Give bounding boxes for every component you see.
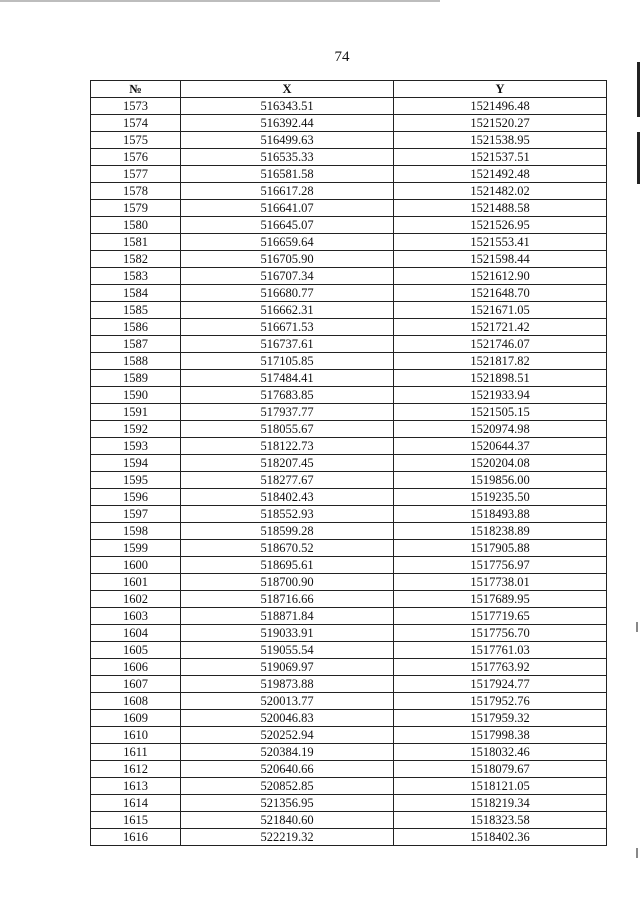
cell-number: 1585 xyxy=(91,302,181,319)
cell-x: 518122.73 xyxy=(181,438,394,455)
table-row xyxy=(91,149,607,166)
cell-x: 516641.07 xyxy=(181,200,394,217)
cell-number: 1587 xyxy=(91,336,181,353)
cell-x: 519873.88 xyxy=(181,676,394,693)
cell-y: 1521721.42 xyxy=(394,319,607,336)
table-row xyxy=(91,285,607,302)
cell-x: 520384.19 xyxy=(181,744,394,761)
cell-number: 1590 xyxy=(91,387,181,404)
cell-number: 1598 xyxy=(91,523,181,540)
cell-y: 1518219.34 xyxy=(394,795,607,812)
cell-x: 517937.77 xyxy=(181,404,394,421)
cell-y: 1517998.38 xyxy=(394,727,607,744)
table-row xyxy=(91,472,607,489)
cell-number: 1575 xyxy=(91,132,181,149)
cell-y: 1517719.65 xyxy=(394,608,607,625)
table-row xyxy=(91,302,607,319)
cell-x: 516659.64 xyxy=(181,234,394,251)
cell-x: 516671.53 xyxy=(181,319,394,336)
table-row xyxy=(91,268,607,285)
cell-number: 1591 xyxy=(91,404,181,421)
cell-y: 1521488.58 xyxy=(394,200,607,217)
table-row xyxy=(91,710,607,727)
page-number: 74 xyxy=(334,49,350,65)
cell-y: 1517905.88 xyxy=(394,540,607,557)
cell-y: 1519235.50 xyxy=(394,489,607,506)
cell-number: 1612 xyxy=(91,761,181,778)
cell-x: 518670.52 xyxy=(181,540,394,557)
cell-x: 516662.31 xyxy=(181,302,394,319)
table-row xyxy=(91,676,607,693)
cell-number: 1614 xyxy=(91,795,181,812)
table-row xyxy=(91,642,607,659)
cell-number: 1596 xyxy=(91,489,181,506)
table-row xyxy=(91,523,607,540)
table-row xyxy=(91,540,607,557)
table-row xyxy=(91,608,607,625)
cell-y: 1517756.97 xyxy=(394,557,607,574)
cell-number: 1580 xyxy=(91,217,181,234)
cell-x: 520640.66 xyxy=(181,761,394,778)
table-row xyxy=(91,98,607,115)
cell-number: 1584 xyxy=(91,285,181,302)
cell-number: 1579 xyxy=(91,200,181,217)
table-row xyxy=(91,319,607,336)
header-x: X xyxy=(181,81,394,98)
cell-number: 1588 xyxy=(91,353,181,370)
cell-number: 1602 xyxy=(91,591,181,608)
table-row xyxy=(91,506,607,523)
table-row xyxy=(91,795,607,812)
cell-x: 519055.54 xyxy=(181,642,394,659)
cell-x: 520046.83 xyxy=(181,710,394,727)
cell-x: 516707.34 xyxy=(181,268,394,285)
cell-x: 516645.07 xyxy=(181,217,394,234)
table-row xyxy=(91,404,607,421)
table-row xyxy=(91,659,607,676)
table-row xyxy=(91,693,607,710)
table-row xyxy=(91,438,607,455)
right-edge-dot xyxy=(636,622,638,632)
cell-x: 521840.60 xyxy=(181,812,394,829)
table-row xyxy=(91,353,607,370)
cell-number: 1604 xyxy=(91,625,181,642)
cell-number: 1613 xyxy=(91,778,181,795)
cell-number: 1594 xyxy=(91,455,181,472)
cell-x: 520252.94 xyxy=(181,727,394,744)
table-row xyxy=(91,200,607,217)
cell-x: 516581.58 xyxy=(181,166,394,183)
cell-y: 1521648.70 xyxy=(394,285,607,302)
table-row xyxy=(91,812,607,829)
cell-number: 1595 xyxy=(91,472,181,489)
cell-y: 1521612.90 xyxy=(394,268,607,285)
table-row xyxy=(91,115,607,132)
table-row xyxy=(91,370,607,387)
cell-y: 1518238.89 xyxy=(394,523,607,540)
cell-number: 1581 xyxy=(91,234,181,251)
cell-y: 1521553.41 xyxy=(394,234,607,251)
cell-x: 518055.67 xyxy=(181,421,394,438)
cell-x: 518700.90 xyxy=(181,574,394,591)
cell-x: 517105.85 xyxy=(181,353,394,370)
cell-number: 1589 xyxy=(91,370,181,387)
cell-x: 516617.28 xyxy=(181,183,394,200)
cell-number: 1592 xyxy=(91,421,181,438)
cell-number: 1610 xyxy=(91,727,181,744)
header-y: Y xyxy=(394,81,607,98)
cell-x: 516705.90 xyxy=(181,251,394,268)
cell-y: 1517738.01 xyxy=(394,574,607,591)
cell-x: 520013.77 xyxy=(181,693,394,710)
cell-y: 1517952.76 xyxy=(394,693,607,710)
cell-y: 1521898.51 xyxy=(394,370,607,387)
cell-x: 520852.85 xyxy=(181,778,394,795)
cell-y: 1521537.51 xyxy=(394,149,607,166)
cell-y: 1518079.67 xyxy=(394,761,607,778)
table-row xyxy=(91,132,607,149)
cell-number: 1605 xyxy=(91,642,181,659)
cell-y: 1521671.05 xyxy=(394,302,607,319)
table-row xyxy=(91,455,607,472)
cell-y: 1517763.92 xyxy=(394,659,607,676)
cell-x: 518552.93 xyxy=(181,506,394,523)
table-body xyxy=(91,98,607,846)
cell-x: 516680.77 xyxy=(181,285,394,302)
cell-x: 516343.51 xyxy=(181,98,394,115)
cell-number: 1578 xyxy=(91,183,181,200)
table-row xyxy=(91,727,607,744)
table-row xyxy=(91,336,607,353)
cell-x: 519069.97 xyxy=(181,659,394,676)
cell-y: 1520204.08 xyxy=(394,455,607,472)
cell-number: 1615 xyxy=(91,812,181,829)
table-row xyxy=(91,251,607,268)
cell-y: 1518032.46 xyxy=(394,744,607,761)
cell-x: 518599.28 xyxy=(181,523,394,540)
cell-y: 1517756.70 xyxy=(394,625,607,642)
table-row xyxy=(91,625,607,642)
table-row xyxy=(91,778,607,795)
cell-number: 1599 xyxy=(91,540,181,557)
cell-x: 518402.43 xyxy=(181,489,394,506)
table-row xyxy=(91,829,607,846)
coordinates-table xyxy=(90,80,607,846)
cell-x: 518695.61 xyxy=(181,557,394,574)
top-scan-rule xyxy=(0,0,440,2)
cell-y: 1518121.05 xyxy=(394,778,607,795)
cell-y: 1521933.94 xyxy=(394,387,607,404)
table-row xyxy=(91,387,607,404)
cell-number: 1593 xyxy=(91,438,181,455)
cell-number: 1607 xyxy=(91,676,181,693)
table-row xyxy=(91,183,607,200)
cell-y: 1517924.77 xyxy=(394,676,607,693)
cell-x: 518871.84 xyxy=(181,608,394,625)
cell-y: 1517959.32 xyxy=(394,710,607,727)
cell-y: 1521526.95 xyxy=(394,217,607,234)
cell-y: 1521520.27 xyxy=(394,115,607,132)
cell-x: 517484.41 xyxy=(181,370,394,387)
cell-y: 1520644.37 xyxy=(394,438,607,455)
table-row xyxy=(91,761,607,778)
table-row xyxy=(91,574,607,591)
cell-y: 1520974.98 xyxy=(394,421,607,438)
cell-number: 1586 xyxy=(91,319,181,336)
cell-number: 1601 xyxy=(91,574,181,591)
cell-y: 1517689.95 xyxy=(394,591,607,608)
cell-number: 1574 xyxy=(91,115,181,132)
cell-x: 519033.91 xyxy=(181,625,394,642)
table-row xyxy=(91,744,607,761)
cell-number: 1616 xyxy=(91,829,181,846)
cell-y: 1521746.07 xyxy=(394,336,607,353)
cell-y: 1521492.48 xyxy=(394,166,607,183)
table-row xyxy=(91,591,607,608)
cell-number: 1609 xyxy=(91,710,181,727)
table-header-row xyxy=(91,81,607,98)
cell-y: 1518323.58 xyxy=(394,812,607,829)
cell-number: 1608 xyxy=(91,693,181,710)
cell-x: 522219.32 xyxy=(181,829,394,846)
cell-number: 1576 xyxy=(91,149,181,166)
cell-y: 1521598.44 xyxy=(394,251,607,268)
cell-number: 1606 xyxy=(91,659,181,676)
cell-y: 1521482.02 xyxy=(394,183,607,200)
cell-number: 1611 xyxy=(91,744,181,761)
cell-y: 1521505.15 xyxy=(394,404,607,421)
cell-number: 1597 xyxy=(91,506,181,523)
cell-number: 1573 xyxy=(91,98,181,115)
cell-y: 1518402.36 xyxy=(394,829,607,846)
cell-y: 1521817.82 xyxy=(394,353,607,370)
cell-x: 516499.63 xyxy=(181,132,394,149)
table-row xyxy=(91,557,607,574)
right-edge-dot xyxy=(636,848,638,858)
cell-number: 1577 xyxy=(91,166,181,183)
header-number: № xyxy=(91,81,181,98)
table-row xyxy=(91,489,607,506)
cell-x: 516392.44 xyxy=(181,115,394,132)
cell-number: 1600 xyxy=(91,557,181,574)
cell-y: 1519856.00 xyxy=(394,472,607,489)
cell-x: 516535.33 xyxy=(181,149,394,166)
cell-x: 516737.61 xyxy=(181,336,394,353)
cell-number: 1603 xyxy=(91,608,181,625)
table-row xyxy=(91,421,607,438)
table-row xyxy=(91,166,607,183)
cell-y: 1521496.48 xyxy=(394,98,607,115)
cell-x: 518716.66 xyxy=(181,591,394,608)
cell-number: 1583 xyxy=(91,268,181,285)
table-row xyxy=(91,217,607,234)
cell-x: 521356.95 xyxy=(181,795,394,812)
cell-y: 1517761.03 xyxy=(394,642,607,659)
cell-x: 517683.85 xyxy=(181,387,394,404)
cell-x: 518277.67 xyxy=(181,472,394,489)
cell-y: 1521538.95 xyxy=(394,132,607,149)
table-row xyxy=(91,234,607,251)
cell-y: 1518493.88 xyxy=(394,506,607,523)
cell-x: 518207.45 xyxy=(181,455,394,472)
cell-number: 1582 xyxy=(91,251,181,268)
